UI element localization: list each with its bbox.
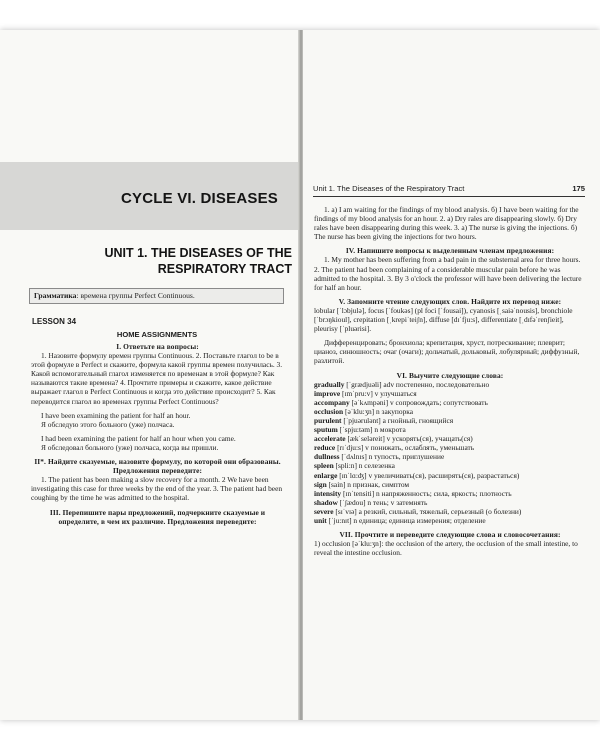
grammar-text: : времена группы Perfect Continuous. [76,291,195,300]
vocab-word: improve [314,388,341,398]
vocabulary-list [314,380,586,526]
vocab-word: dullness [314,452,340,462]
grammar-label: Грамматика [34,291,77,300]
vocab-translation: [rɪˈdju:s] v понижать, ослаблять, уменьшать [335,443,475,453]
vocab-item [314,425,586,434]
example-2-ru: Я обследовал больного (уже) полчаса, когда вы пришли. [41,442,219,452]
vocab-item [314,398,586,407]
exercise-3-text: 1. a) I am waiting for the findings of my blood analysis. б) I have been waiting for the findings of my blood analysis for an hour. 2. a) Dry rales are disappearing slowly. б) Dry rales have been disappearing during this week. 3. a) The nurse is giving the injections. б) The nurse has been giving the injections for two hours. [314,205,579,242]
left-text-column [31,342,284,526]
vocab-translation: [ˈspju:təm] n мокрота [337,425,406,435]
vocab-translation: [ɪnˈlɑ:ʤ] v увеличивать(ся), расширять(ся), разрастаться) [337,470,520,480]
vocab-word: severe [314,506,334,516]
vocab-item [314,434,586,443]
vocab-word: sputum [314,425,338,435]
exercise-2-text: 1. The patient has been making a slow recovery for a month. 2 We have been investigating this case for three weeks by the end of the year. 3. The patient had been coughing by the time he was admitted to the hospital. [31,475,283,503]
exercise-1-text: 1. Назовите формулу времен группы Continuous. 2. Поставьте глагол to be в этой формуле в Perfect и скажите, формула какой группы времен получилась. 3. Какой вспомогательный глагол изменяется по временам в этой формуле? Как называются такие времена? 4. Прочтите примеры и скажите, какое действие выражает глагол в Perfect Continuous и когда это действие происходит? 5. Как переводится глагол во временах группы Perfect Continuous? [31,351,283,406]
vocab-translation: [ˈʃædou] n тень; v затемнять [337,497,428,507]
vocab-translation: [spli:n] n селезенка [333,461,395,471]
cycle-title: CYCLE VI. DISEASES [121,190,278,207]
exercise-5-text: lobular [ˈlɔbjulə], focus [ˈfoukəs] (pl foci [ˈfousai]), cyanosis [ˌsaiəˈnousis], bronchiole [ˈbrɔŋkioul], crepitation [ˌkrepiˈteiʃn], diffuse [dɪˈfju:s], differentiate [ˌdɪfəˈrenʃieit], pleurisy [ˈpluərisi]. [314,305,573,334]
unit-title: UNIT 1. THE DISEASES OF THE RESPIRATORY TRACT [104,246,292,276]
vocab-item [314,489,586,498]
vocab-item [314,507,586,516]
exercise-7-heading: VII. Прочтите и переведите следующие слова и словосочетания: [339,530,561,540]
vocab-item [314,389,586,398]
example-2-en: I had been examining the patient for half an hour when you came. [41,433,236,443]
exercise-4-text: 1. My mother has been suffering from a bad pain in the substernal area for three hours. 2. The patient had been complaining of a considerable muscular pain before he was admitted to the hospital. 3. By 3 o'clock the professor will have been delivering the lecture for half an hour. [314,255,582,292]
vocab-translation: [ˈgrædjuəli] adv постепенно, последовательно [344,379,490,389]
exercise-1-heading: I. Ответьте на вопросы: [116,342,199,351]
vocab-item [314,516,586,525]
vocab-item [314,452,586,461]
grammar-box [29,288,284,304]
vocab-translation: [ˈdʌlnɪs] n тупость, приглушение [339,452,445,462]
vocab-word: enlarge [314,470,338,480]
vocab-translation: [ɪmˈpru:v] v улучшаться [340,388,417,398]
example-1-ru: Я обследую этого больного (уже) полчаса. [41,419,175,429]
exercise-5-heading: V. Запомните чтение следующих слов. Найдите их перевод ниже: [338,296,562,306]
vocab-word: spleen [314,461,334,471]
vocab-item [314,407,586,416]
book-spread [0,30,600,720]
vocab-translation: [ækˈseləreit] v ускорять(ся), учащать(ся) [345,434,473,444]
vocab-word: accelerate [314,434,346,444]
exercise-3-heading: III. Перепишите пары предложений, подчеркните сказуемые и определите, в чем их различие. Предложения переведите: [49,507,266,526]
vocab-item [314,498,586,507]
example-1-en: I have been examining the patient for half an hour. [41,410,191,420]
exercise-7-text: 1) occlusion [əˈklu:ʒn]: the occlusion of the artery, the occlusion of the small intestine, to reveal the intestine occlusion. [314,539,578,558]
right-page [303,30,600,720]
vocab-word: intensity [314,488,342,498]
exercise-2-heading: II*. Найдите сказуемые, назовите формулу, по которой они образованы. Предложения переведите: [34,457,281,476]
vocab-translation: [ɪnˈtensiti] n напряженность; сила, яркость; плотность [341,488,512,498]
running-head [313,183,585,197]
vocab-word: shadow [314,497,338,507]
vocab-translation: [əˈkʌmpəni] v сопровождать; сопутствовать [349,397,488,407]
vocab-translation: [sain] n признак, симптом [326,479,410,489]
vocab-item [314,461,586,470]
lesson-heading: LESSON 34 [32,317,77,326]
vocab-translation: [əˈklu:ʒn] n закупорка [343,406,414,416]
vocab-word: occlusion [314,406,344,416]
vocab-word: accompany [314,397,350,407]
vocab-translation: [sɪˈvɪə] a резкий, сильный, тяжелый, серьезный (о болезни) [333,506,522,516]
running-head-title: Unit 1. The Diseases of the Respiratory Tract [313,184,465,193]
vocab-item [314,380,586,389]
vocab-word: purulent [314,415,342,425]
vocab-item [314,480,586,489]
exercise-6-heading: VI. Выучите следующие слова: [396,370,504,380]
vocab-word: reduce [314,443,336,453]
left-page [0,30,300,720]
page-number: 175 [572,184,585,193]
vocab-word: unit [314,516,327,525]
vocab-word: sign [314,479,327,489]
vocab-item [314,443,586,452]
vocab-word: gradually [314,379,345,389]
vocab-item [314,416,586,425]
right-text-column [314,205,586,557]
exercise-4-heading: IV. Напишите вопросы к выделенным членам предложения: [345,246,555,256]
vocab-item [314,471,586,480]
vocab-translation: [ˈpjuərulənt] a гнойный, гноящийся [341,415,454,425]
home-assignments-heading: HOME ASSIGNMENTS [116,330,198,339]
vocab-translation: [ˈju:nɪt] n единица; единица измерения; отделение [326,516,486,525]
exercise-5-translation: Дифференцировать; бронхиола; крепитация, хруст, потрескивание; плеврит; цианоз, синюшность; очаг (очаги); дольчатый, дольковый, лобулярный; диффузный, разлитой. [314,338,580,366]
